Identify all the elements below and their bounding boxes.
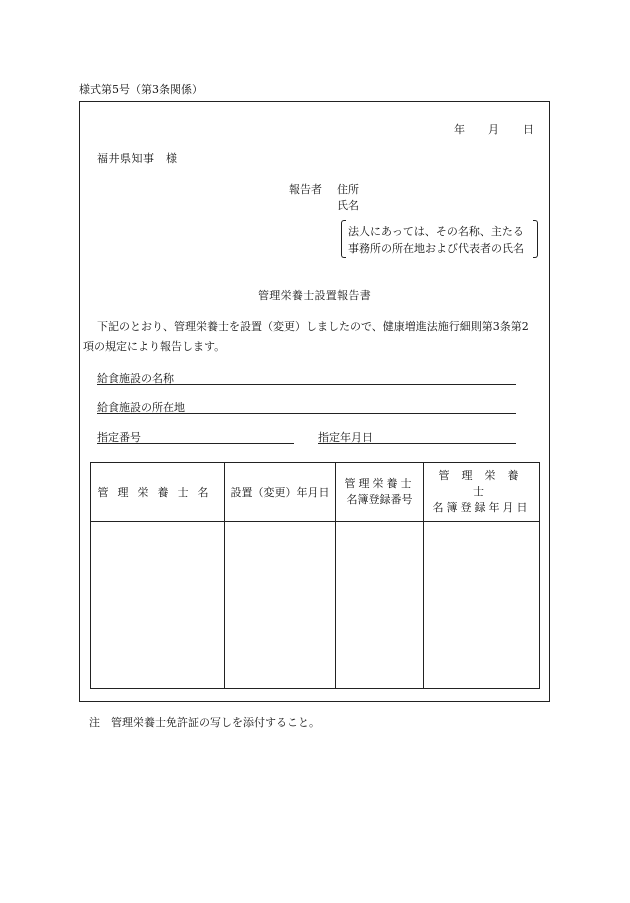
header-registry-number-line-1: 管理栄養士 <box>344 477 415 490</box>
designation-date-label: 指定年月日 <box>318 431 373 444</box>
header-install-date: 設置（変更）年月日 <box>225 463 336 522</box>
form-number-label: 様式第5号（第3条関係） <box>79 83 203 96</box>
address-label: 住所 <box>337 183 359 196</box>
addressee: 福井県知事 様 <box>97 152 178 165</box>
document-title: 管理栄養士設置報告書 <box>258 289 371 302</box>
corporate-note-line-2: 事務所の所在地および代表者の氏名 <box>348 242 524 255</box>
facility-name-label: 給食施設の名称 <box>97 372 174 385</box>
right-bracket <box>533 220 538 258</box>
header-registry-date-line-2: 名簿登録年月日 <box>432 501 531 514</box>
facility-address-field[interactable] <box>97 399 516 414</box>
left-bracket <box>341 220 346 258</box>
designation-number-field[interactable] <box>97 429 294 444</box>
corporate-note <box>341 220 538 258</box>
footnote: 注 管理栄養士免許証の写しを添付すること。 <box>89 716 320 729</box>
cell-registry-date[interactable] <box>424 522 540 689</box>
header-registry-number <box>336 463 424 522</box>
dietitian-table <box>90 462 540 689</box>
body-text-line-2: 項の規定により報告します。 <box>83 340 226 353</box>
facility-address-label: 給食施設の所在地 <box>97 401 185 414</box>
date-year-label: 年 <box>454 123 465 136</box>
date-month-label: 月 <box>488 123 499 136</box>
cell-install-date[interactable] <box>225 522 336 689</box>
designation-number-label: 指定番号 <box>97 431 141 444</box>
reporter-label: 報告者 <box>289 183 322 196</box>
cell-registry-number[interactable] <box>336 522 424 689</box>
corporate-note-line-1: 法人にあっては、その名称、主たる <box>348 225 524 238</box>
date-day-label: 日 <box>523 123 534 136</box>
name-label: 氏名 <box>337 199 359 212</box>
header-registry-date-line-1: 管理栄養士 <box>438 469 531 498</box>
header-dietitian-name: 管理栄養士名 <box>91 463 225 522</box>
cell-dietitian-name[interactable] <box>91 522 225 689</box>
header-registry-date <box>424 463 540 522</box>
designation-date-field[interactable] <box>318 429 516 444</box>
facility-name-field[interactable] <box>97 370 516 385</box>
header-registry-number-line-2: 名簿登録番号 <box>346 493 413 506</box>
table-header-row <box>91 463 540 522</box>
table-row <box>91 522 540 689</box>
body-text-line-1: 下記のとおり、管理栄養士を設置（変更）しましたので、健康増進法施行細則第3条第2 <box>97 320 529 333</box>
